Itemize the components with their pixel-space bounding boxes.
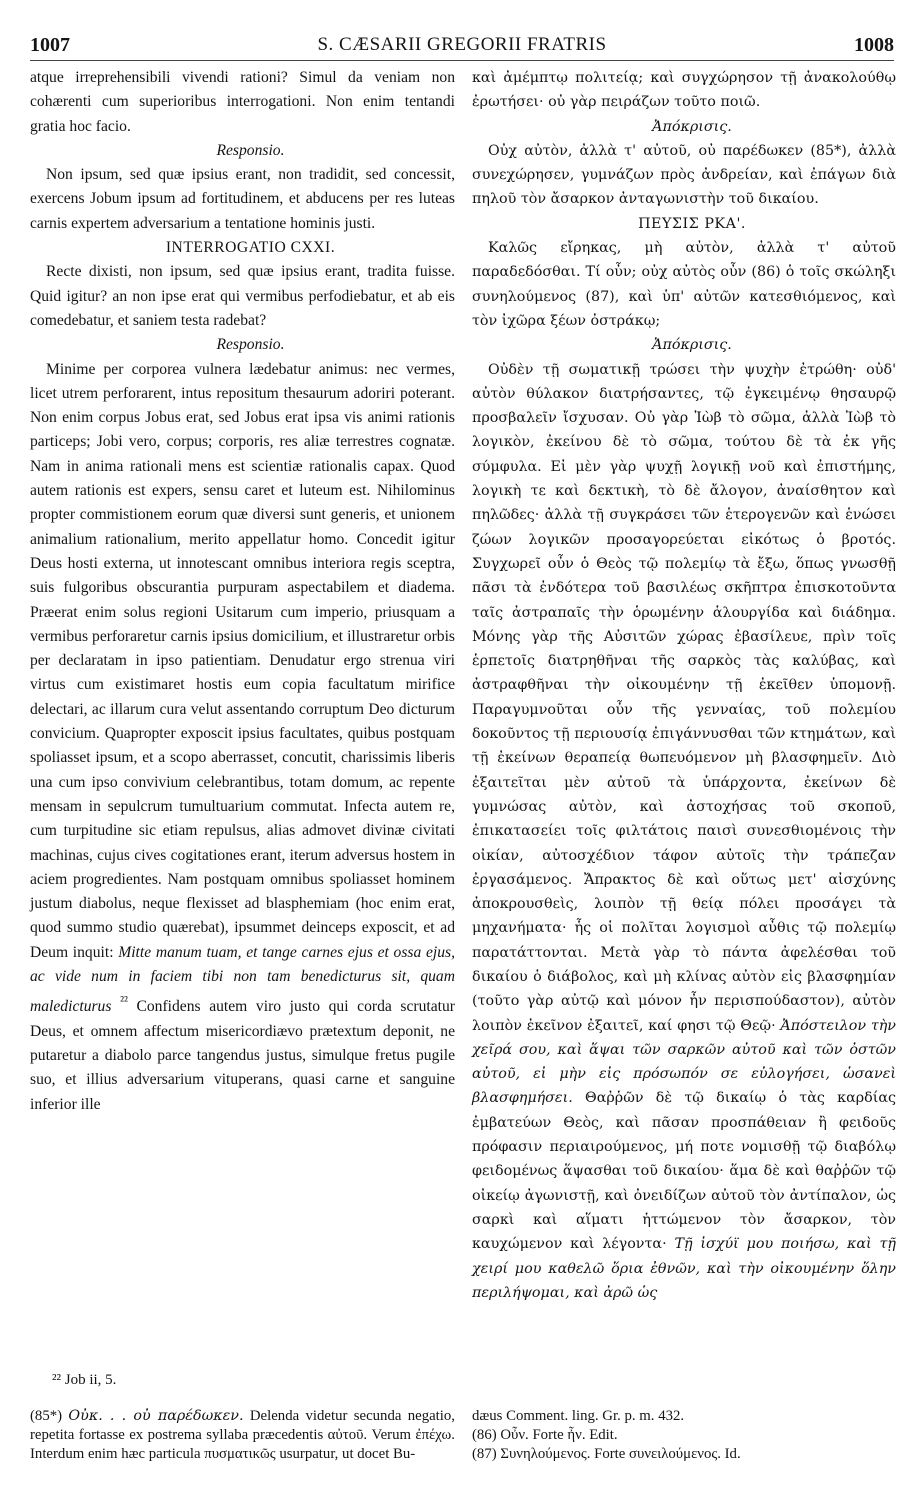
page-number-left: 1007 — [30, 34, 70, 56]
footnote-86: (86) Οὖν. Forte ἦν. Edit. — [472, 1427, 618, 1443]
latin-column — [30, 66, 455, 1117]
footnote-87: (87) Συνηλούμενος. Forte συνειλούμενος. Id. — [472, 1446, 741, 1462]
footnote-85-text — [30, 1407, 455, 1464]
greek-paragraph-3: Καλῶς εἴρηκας, μὴ αὐτὸν, ἀλλὰ τ' αὐτοῦ παραδεδόσθαι. Τί οὖν; οὐχ αὐτὸς οὖν (86) ὁ τοῖς σκώληξι συνηλούμενος (87), καὶ ὑπ' αὐτῶν κατεσθιόμενος, καὶ τὸν ἰχῶρα ξέων ὀστράκῳ; — [472, 240, 896, 329]
footnote-85-cont: dæus Comment. ling. Gr. p. m. 432. — [472, 1408, 685, 1424]
latin-paragraph-3: Recte dixisti, non ipsum, sed quæ ipsius erant, tradita fuisse. Quid igitur? an non ipse erat qui vermibus perfodiebatur, et ab eis comedebatur, et saniem testa radebat? — [30, 263, 455, 329]
latin-paragraph-2: Non ipsum, sed quæ ipsius erant, non tradidit, sed concessit, exercens Jobum ipsum ad fortitudinem, et abducens per res luteas carnis expertem adversarium a tentatione hominis justi. — [30, 166, 455, 232]
scripture-footnote: ²² Job ii, 5. — [52, 1372, 117, 1388]
greek-peusis-heading: ΠΕΥΣΙΣ ΡΚΑ'. — [638, 215, 746, 232]
greek-paragraph-1: καὶ ἀμέμπτῳ πολιτείᾳ; καὶ συγχώρησον τῇ ἀνακολούθῳ ἐρωτήσει· οὐ γὰρ πειράζων τοῦτο ποιῶ. — [472, 70, 896, 111]
latin-scripture-quote: Mitte manum tuam, et tange carnes ejus et ossa ejus, ac vide num in faciem tibi non tam benedicturus sit, quam maledicturus — [30, 943, 455, 1016]
latin-paragraph-4 — [30, 358, 455, 1117]
page-header — [30, 32, 894, 58]
footnote-85 — [30, 1407, 455, 1464]
footnotes-right — [472, 1407, 896, 1464]
footnote-ref-22: ²² — [120, 993, 128, 1009]
greek-column — [472, 66, 896, 1305]
latin-paragraph-4-cont: Confidens autem viro justo qui corda scrutatur Deus, et omnem affectum misericordiævo prætextum deponit, ne putaretur a diabolo parce tangendus justus, simulque fretus pugile suo, et illius adversarium vituperans, quasi carne et sanguine inferior ille — [30, 998, 455, 1113]
greek-paragraph-4-text: Οὐδὲν τῇ σωματικῇ τρώσει τὴν ψυχὴν ἐτρώθη· οὐδ' αὐτὸν θύλακον διατρήσαντες, τῷ ἐγκειμένῳ θησαυρῷ προσβαλεῖν ἴσχυσαν. Οὐ γὰρ Ἰὼβ τὸ σῶμα, ἀλλὰ Ἰὼβ τὸ λογικὸν, ἐκείνου δὲ τὸ σῶμα, τούτου δὲ τὰ ἐκ γῆς σύμφυλα. Εἰ μὲν γὰρ ψυχῇ λογικῇ νοῦ καὶ ἐπιστήμης, λογικὴ τε καὶ δεκτικὴ, τὸ δὲ ἄλογον, ἀναίσθητον καὶ πηλῶδες· ἀλλὰ τῇ συγκράσει τῶν ἑτερογενῶν καὶ ἑνώσει ζώων λογικῶν προσαγορεύεται εἰκότως ὁ βροτός. Συγχωρεῖ οὖν ὁ Θεὸς τῷ πολεμίῳ τὰ ἔξω, ὅπως γνωσθῇ πᾶσι τὰ ἐνδότερα τοῦ βασιλέως σκῆπτρα ἐπισκοτοῦντα ταῖς ἀστραπαῖς τὴν ὁρωμένην ἁλουργίδα καὶ διάδημα. Μόνης γὰρ τῆς Αὐσιτῶν χώρας ἐβασίλευε, πρὶν τοῖς ἑρπετοῖς διατρηθῆναι τῆς σαρκὸς τὰς καλύβας, καὶ ἀστραφθῆναι τὴν οἰκουμένην τῇ ἐκεῖθεν ὑπομονῇ. Παραγυμνοῦται οὖν τῆς γενναίας, τοῦ πολεμίου δοκοῦντος τῇ περιουσίᾳ ἐπιγάννυσθαι τῶν κτημάτων, καὶ τῇ ἐκείνων θεραπείᾳ θωπευόμενον μὴ βλασφημεῖν. Διὸ ἐξαιτεῖται μὲν αὐτοῦ τὰ ὑπάρχοντα, ἐκείνων δὲ γυμνώσας αὐτὸν, καὶ ἀστοχήσας τοῦ σκοποῦ, ἐπικατασείει τοῖς φιλτάτοις παισὶ συνεσθιομένοις τὴν οἰκίαν, αὐτοσχέδιον τάφον αὐτοῖς τὴν τράπεζαν ἐργασάμενος. Ἄπρακτος δὲ καὶ οὕτως μετ' αἰσχύνης ἀποκρουσθεὶς, λοιπὸν τῇ θείᾳ πόλει προσάγει τὰ μηχανήματα· ἧς οἱ πολῖται λογισμοὶ αὖθις τῷ πολεμίῳ παρατάττονται. Μετὰ γὰρ τὸ πάντα ἀφελέσθαι τοῦ δικαίου ὁ διάβολος, καὶ μὴ κλίνας αὐτὸν εἰς βλασφημίαν (τοῦτο γὰρ αὐτῷ καὶ μόνον ἦν περισπούδαστον), αὐτὸν λοιπὸν ἐκεῖνον ἐξαιτεῖ, καί φησι τῷ Θεῷ· — [472, 361, 896, 1034]
latin-responsio-2: Responsio. — [216, 336, 285, 354]
greek-scripture-quote: Ἀπόστειλον τὴν χεῖρά σου, καὶ ἅψαι τῶν σαρκῶν αὐτοῦ καὶ τῶν ὀστῶν αὐτοῦ, εἰ μὴν εἰς πρόσωπόν σε εὐλογήσει, ὡσανεὶ βλασφημήσει. — [472, 1017, 896, 1107]
running-title: S. CÆSARII GREGORII FRATRIS — [317, 34, 607, 55]
footnote-85-body: Delenda videtur secunda negatio, repetita fortasse ex postrema syllaba præcedentis αὐτοῦ. Verum ἐπέχω. Interdum enim hæc particula πυσματικῶς usurpatur, ut docet Bu- — [30, 1408, 456, 1462]
greek-apokrisis-2: Ἀπόκρισις. — [652, 337, 732, 354]
greek-paragraph-4-cont: Θαῤῥῶν δὲ τῷ δικαίῳ ὁ τὰς καρδίας ἐμβατεύων Θεὸς, καὶ πᾶσαν προσπάθειαν ἢ φειδοῦς πρόφασιν περιαιρούμενος, μή ποτε νομισθῇ τῷ διαβόλῳ φειδομένως ἅψασθαι τοῦ δικαίου· ἅμα δὲ καὶ θαῤῥῶν τῷ οἰκείῳ ἀγωνιστῇ, καὶ ὀνειδίζων αὐτοῦ τὸν ἀντίπαλον, ὡς σαρκὶ καὶ αἵματι ἡττώμενον τὸν ἄσαρκον, τὸν καυχώμενον καὶ λέγοντα· — [472, 1090, 896, 1253]
latin-paragraph-1: atque irreprehensibili vivendi rationi? Simul da veniam non cohærenti cum superioribus interrogationi. Non enim tentandi gratia hoc facio. — [30, 69, 455, 135]
footnote-85-greek: Οὐκ. . . οὐ παρέδωκεν. — [68, 1408, 244, 1424]
greek-paragraph-4 — [472, 358, 896, 1306]
footnote-85-label: (85*) — [30, 1408, 63, 1424]
header-rule — [30, 60, 894, 61]
latin-paragraph-4-text: Minime per corporea vulnera lædebatur animus: nec vermes, licet utrem perforarent, intus repositum thesaurum adoriri poterant. Non enim corpus Jobus erat, sed Jobus erat ipsa vis animi rationis particeps; Jobi vero, corpus; corporis, res aliæ terrestres cognatæ. Nam in anima rationali mens est scientiæ rationalis capax. Quod autem rationis est expers, sensu caret et luteum est. Nihilominus propter commistionem eorum quæ diversi sunt generis, et unionem animalium rationalium, merito appellatur homo. Concedit igitur Deus hosti externa, ut innotescant omnibus interiora regis sceptra, suis fulgoribus obscurantia purpuram aspectabilem et diadema. Præerat enim solus regioni Usitarum cum imperio, priusquam a vermibus perforaretur carnis ipsius domicilium, et illustraretur orbis per declaratam in ipso patientiam. Denudatur ergo strenua viri virtus cum existimaret hostis eum copia facultatum mirifice delectari, ac illarum cura velut assentando corruptum Deo dicturum convicium. Quapropter exposcit ipsius facultates, quibus postquam spoliasset ipsum, et a scopo aberrasset, concutit, charissimis liberis una cum ipso convivium celebrantibus, totam domum, ac repente mensam in sepulcrum tumultuarium commutat. Infecta autem re, cum turpitudine sic etiam repulsus, alias admovet divinæ civitati machinas, cujus cives cogitationes erant, iterum adversus hostem in aciem progredientes. Nam postquam omnibus spoliasset hominem justum diabolus, neque flexisset ad blasphemiam (hoc enim erat, quod summo studio quærebat), ipsummet deinceps exposcit, et ad Deum inquit: — [30, 360, 455, 961]
greek-paragraph-2: Οὐχ αὐτὸν, ἀλλὰ τ' αὐτοῦ, οὐ παρέδωκεν (85*), ἀλλὰ συνεχώρησεν, γυμνάζων πρὸς ἀνδρείαν, καὶ ἐπάγων διὰ πηλοῦ τὸν ἄσαρκον ἀνταγωνιστὴν τοῦ δικαίου. — [472, 142, 896, 208]
page-number-right: 1008 — [854, 34, 894, 56]
latin-responsio-1: Responsio. — [216, 141, 285, 159]
latin-interrogatio-heading: INTERROGATIO CXXI. — [165, 239, 336, 257]
greek-scripture-quote-2: Τῇ ἰσχύϊ μου ποιήσω, καὶ τῇ χειρί μου καθελῶ ὅρια ἐθνῶν, καὶ τὴν οἰκουμένην ὅλην περιλήψομαι, καὶ ἀρῶ ὡς — [472, 1236, 896, 1301]
greek-apokrisis-1: Ἀπόκρισις. — [652, 118, 732, 135]
